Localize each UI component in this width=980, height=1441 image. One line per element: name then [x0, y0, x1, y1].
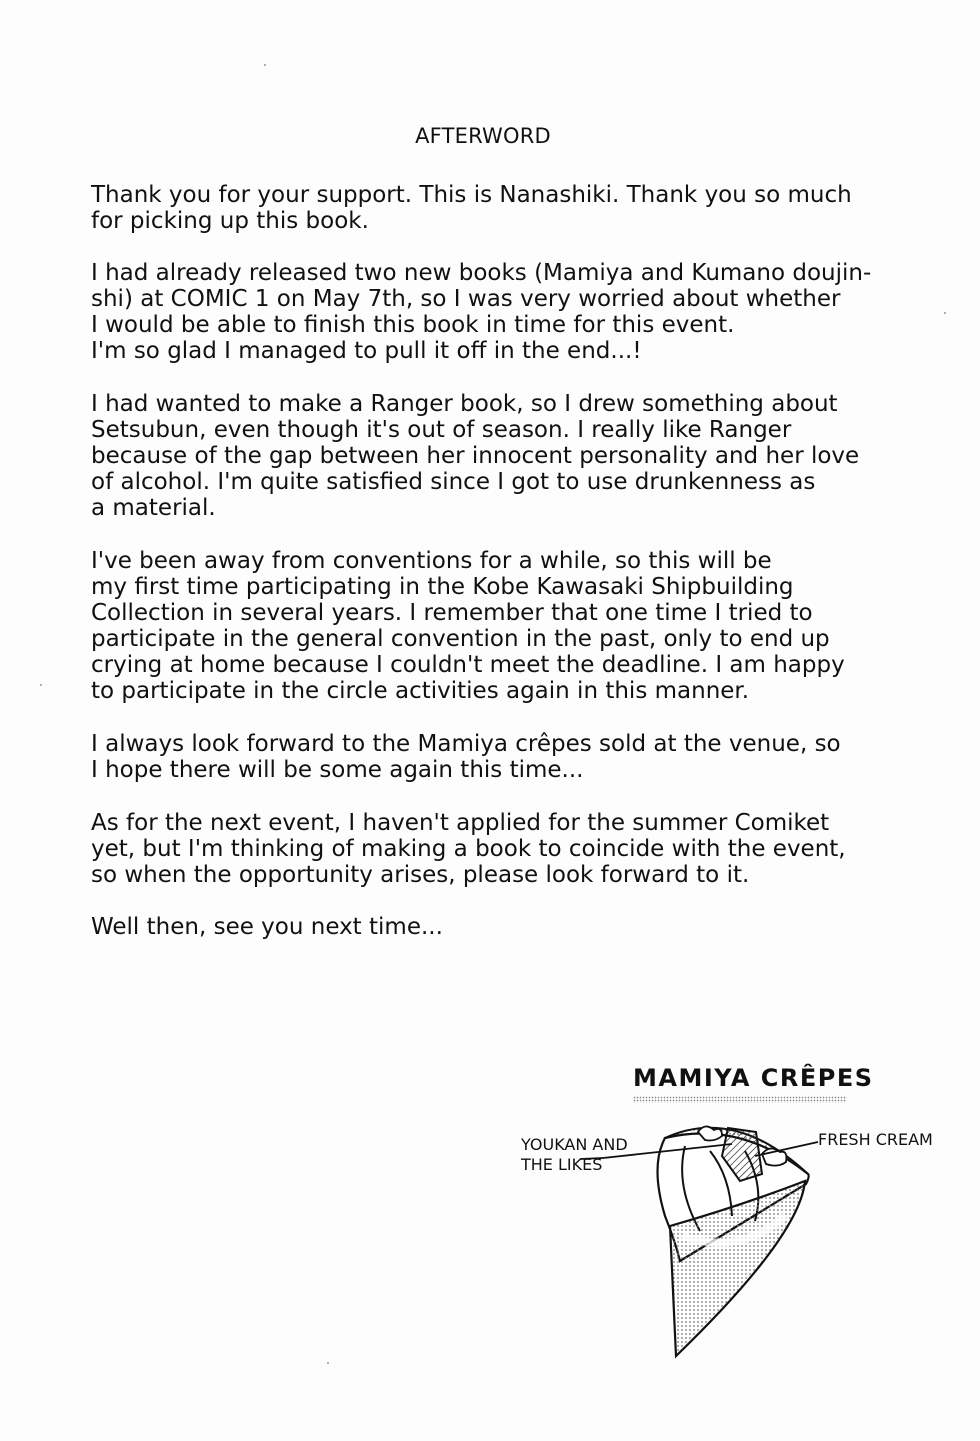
text-line: of alcohol. I'm quite satisfied since I got to use drunkenness as [91, 469, 816, 495]
paragraph-ranger [91, 391, 911, 521]
text-line: I've been away from conventions for a while, so this will be [91, 548, 772, 574]
text-line: I would be able to finish this book in time for this event. [91, 312, 735, 338]
crepe-drawing [500, 1056, 970, 1366]
text-line: I had already released two new books (Mamiya and Kumano doujin- [91, 260, 872, 286]
speck [327, 1362, 329, 1364]
text-line: participate in the general convention in the past, only to end up [91, 626, 830, 652]
text-line: yet, but I'm thinking of making a book to coincide with the event, [91, 836, 846, 862]
paragraph-farewell [91, 914, 911, 940]
text-line: so when the opportunity arises, please look forward to it. [91, 862, 750, 888]
illustration-title: MAMIYA CRÊPES [633, 1064, 874, 1092]
speck [40, 684, 42, 686]
text-line: I always look forward to the Mamiya crêpes sold at the venue, so [91, 731, 841, 757]
text-line: shi) at COMIC 1 on May 7th, so I was very worried about whether [91, 286, 841, 312]
text-line: Well then, see you next time... [91, 914, 443, 940]
speck [264, 64, 266, 66]
text-line: a material. [91, 495, 216, 521]
label-line: THE LIKES [521, 1155, 603, 1174]
text-line: I'm so glad I managed to pull it off in the end...! [91, 338, 642, 364]
label-fresh-cream: FRESH CREAM [818, 1130, 933, 1149]
speck [944, 312, 946, 314]
text-line: Collection in several years. I remember that one time I tried to [91, 600, 813, 626]
text-line: crying at home because I couldn't meet the deadline. I am happy [91, 652, 845, 678]
label-youkan [521, 1135, 628, 1175]
text-line: my first time participating in the Kobe Kawasaki Shipbuilding [91, 574, 794, 600]
text-line: I hope there will be some again this time... [91, 757, 584, 783]
text-line: to participate in the circle activities again in this manner. [91, 678, 750, 704]
text-line: for picking up this book. [91, 208, 369, 234]
crepe-illustration [500, 1056, 970, 1366]
text-line: Thank you for your support. This is Nanashiki. Thank you so much [91, 182, 852, 208]
paragraph-thanks [91, 182, 911, 234]
label-line: YOUKAN AND [521, 1135, 628, 1154]
text-line: Setsubun, even though it's out of season. I really like Ranger [91, 417, 792, 443]
text-line: As for the next event, I haven't applied for the summer Comiket [91, 810, 830, 836]
paragraph-crepes [91, 731, 911, 783]
page-title: AFTERWORD [415, 124, 551, 148]
paragraph-releases [91, 260, 911, 364]
paragraph-conventions [91, 548, 911, 704]
paragraph-next-event [91, 810, 911, 888]
text-line: because of the gap between her innocent personality and her love [91, 443, 860, 469]
text-line: I had wanted to make a Ranger book, so I drew something about [91, 391, 838, 417]
